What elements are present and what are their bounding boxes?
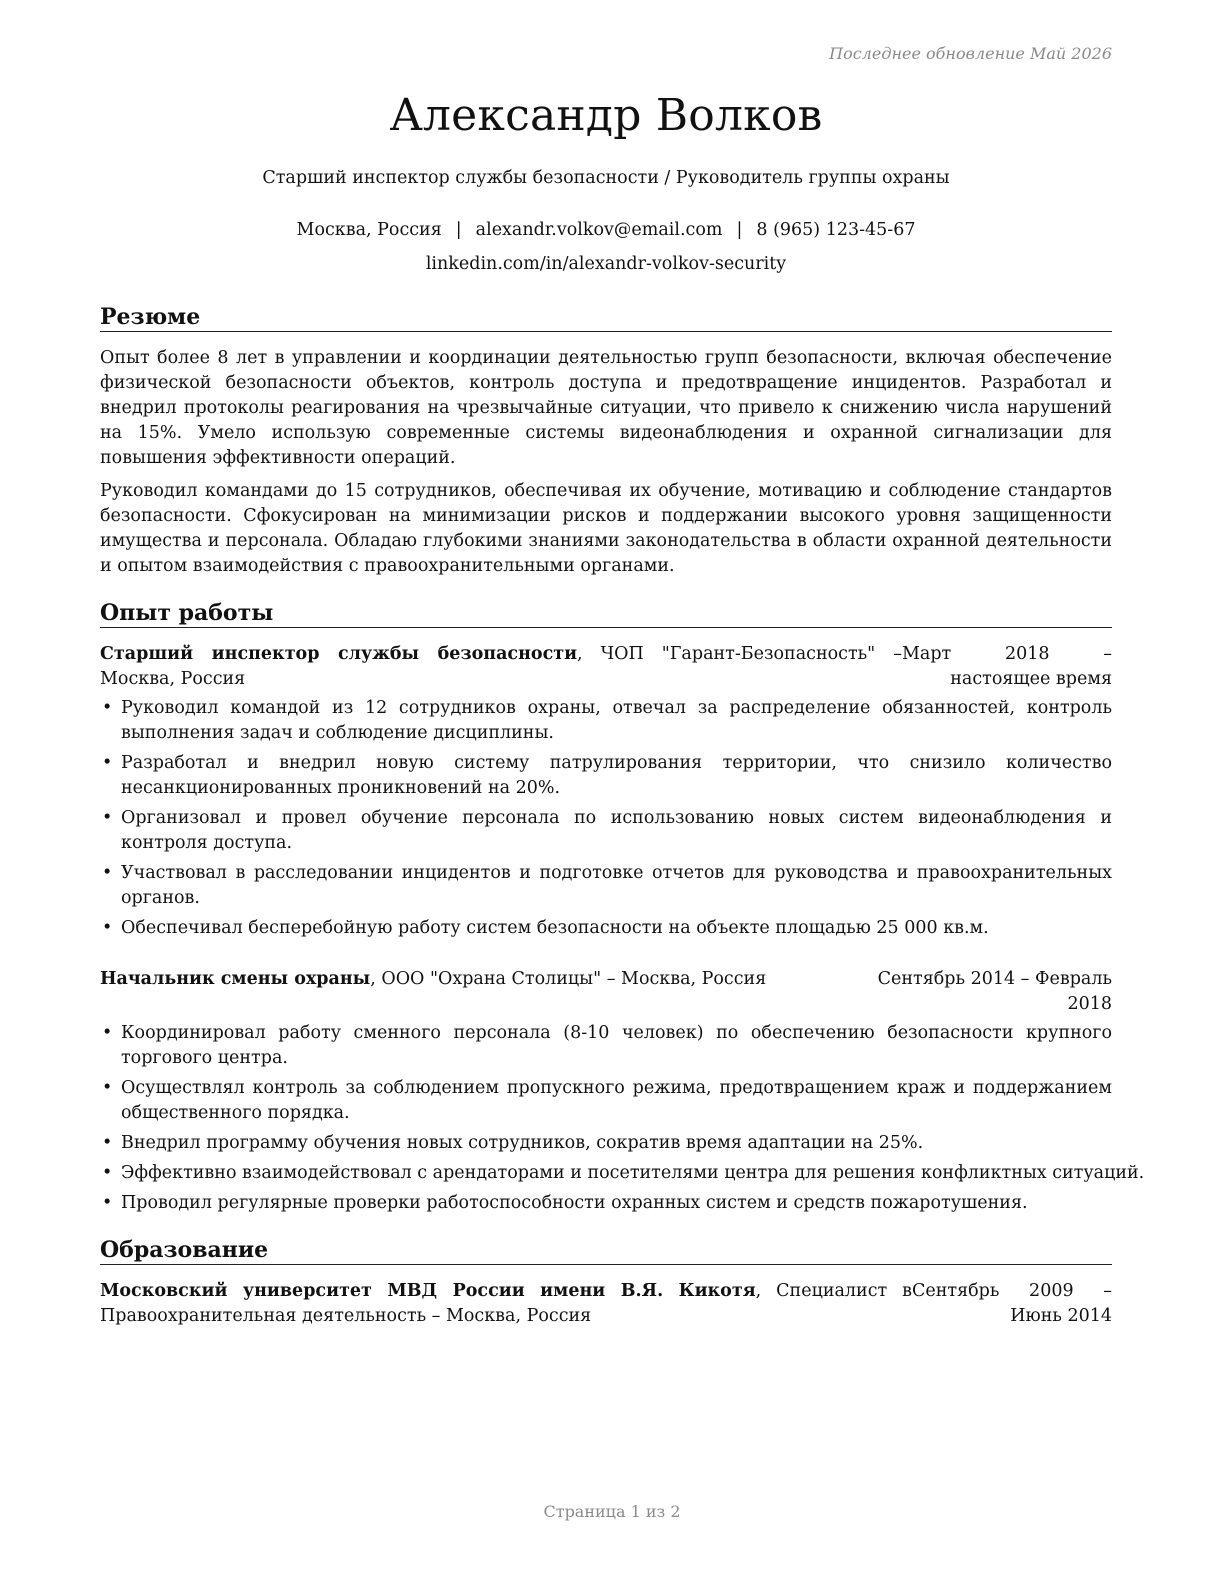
contact-email[interactable]: alexandr.volkov@email.com (475, 220, 723, 240)
page-number: Страница 1 из 2 (543, 1502, 681, 1521)
job-entry (100, 967, 1145, 1216)
section-title-education: Образование (100, 1236, 1112, 1265)
list-item: • Участвовал в расследовании инцидентов и подготовке отчетов для руководства и правоохранительных органов. (100, 861, 1112, 911)
job-bullets (100, 696, 1112, 941)
list-item: • Организовал и провел обучение персонала по использованию новых систем видеонаблюдения и контроля доступа. (100, 806, 1112, 856)
contact-linkedin[interactable]: linkedin.com/in/alexandr-volkov-security (425, 254, 787, 274)
section-title-experience: Опыт работы (100, 599, 1112, 628)
contact-phone: 8 (965) 123-45-67 (756, 220, 916, 240)
section-title-summary: Резюме (100, 303, 1112, 332)
list-item: • Эффективно взаимодействовал с арендаторами и посетителями центра для решения конфликтных ситуаций. (100, 1161, 1112, 1186)
job-role: Начальник смены охраны (100, 969, 371, 989)
education-detail: , Специалист в Правоохранительная деятельность – Москва, Россия (100, 1281, 912, 1326)
job-dates: Март 2018 – настоящее время (902, 644, 1112, 689)
education-entry (100, 1279, 1112, 1329)
contact-separator: | (736, 220, 743, 240)
experience-section (100, 599, 1145, 1216)
education-section (100, 1236, 1112, 1329)
job-role: Старший инспектор службы безопасности (100, 644, 578, 664)
education-school: Московский университет МВД России имени В.Я. Кикотя (100, 1281, 756, 1301)
education-dates: Сентябрь 2009 – Июнь 2014 (912, 1281, 1112, 1326)
list-item: • Внедрил программу обучения новых сотрудников, сократив время адаптации на 25%. (100, 1131, 1112, 1156)
job-header (100, 967, 1112, 1017)
list-item: • Проводил регулярные проверки работоспособности охранных систем и средств пожаротушения. (100, 1191, 1112, 1216)
summary-paragraph: Опыт более 8 лет в управлении и координации деятельностью групп безопасности, включая обеспечение физической безопасности объектов, контроль доступа и предотвращение инцидентов. Разработал и внедрил протоколы реагирования на чрезвычайные ситуации, что привело к снижению числа нарушений на 15%. Умело использую современные системы видеонаблюдения и охранной сигнализации для повышения эффективности операций. (100, 348, 1112, 468)
list-item: • Обеспечивал бесперебойную работу систем безопасности на объекте площадью 25 000 кв.м. (100, 916, 1112, 941)
job-header (100, 642, 1112, 692)
candidate-name: Александр Волков (389, 90, 823, 141)
list-item: • Осуществлял контроль за соблюдением пропускного режима, предотвращением краж и поддержанием общественного порядка. (100, 1076, 1112, 1126)
job-title-line (100, 967, 872, 992)
job-organization: , ООО "Охрана Столицы" – Москва, Россия (370, 969, 767, 989)
candidate-headline: Старший инспектор службы безопасности / Руководитель группы охраны (262, 168, 950, 188)
list-item: • Разработал и внедрил новую систему патрулирования территории, что снизило количество несанкционированных проникновений на 20%. (100, 751, 1112, 801)
summary-paragraph: Руководил командами до 15 сотрудников, обеспечивая их обучение, мотивацию и соблюдение стандартов безопасности. Сфокусирован на минимизации рисков и поддержании высокого уровня защищенности имущества и персонала. Обладаю глубокими знаниями законодательства в области охранной деятельности и опытом взаимодействия с правоохранительными органами. (100, 481, 1112, 576)
summary-section (100, 303, 1112, 579)
job-bullets (100, 1021, 1145, 1216)
last-updated: Последнее обновление Май 2026 (829, 44, 1112, 63)
education-title-line (100, 1279, 912, 1329)
job-entry (100, 642, 1112, 941)
list-item: • Руководил командой из 12 сотрудников охраны, отвечал за распределение обязанностей, контроль выполнения задач и соблюдение дисциплины. (100, 696, 1112, 746)
contact-separator: | (455, 220, 462, 240)
contact-location: Москва, Россия (296, 220, 442, 240)
list-item: • Координировал работу сменного персонала (8-10 человек) по обеспечению безопасности крупного торгового центра. (100, 1021, 1112, 1071)
resume-content (100, 303, 1145, 1349)
job-organization: , ЧОП "Гарант-Безопасность" – Москва, Россия (100, 644, 902, 689)
contact-line (100, 220, 1112, 240)
job-dates: Сентябрь 2014 – Февраль 2018 (877, 969, 1112, 1014)
job-title-line (100, 642, 902, 692)
